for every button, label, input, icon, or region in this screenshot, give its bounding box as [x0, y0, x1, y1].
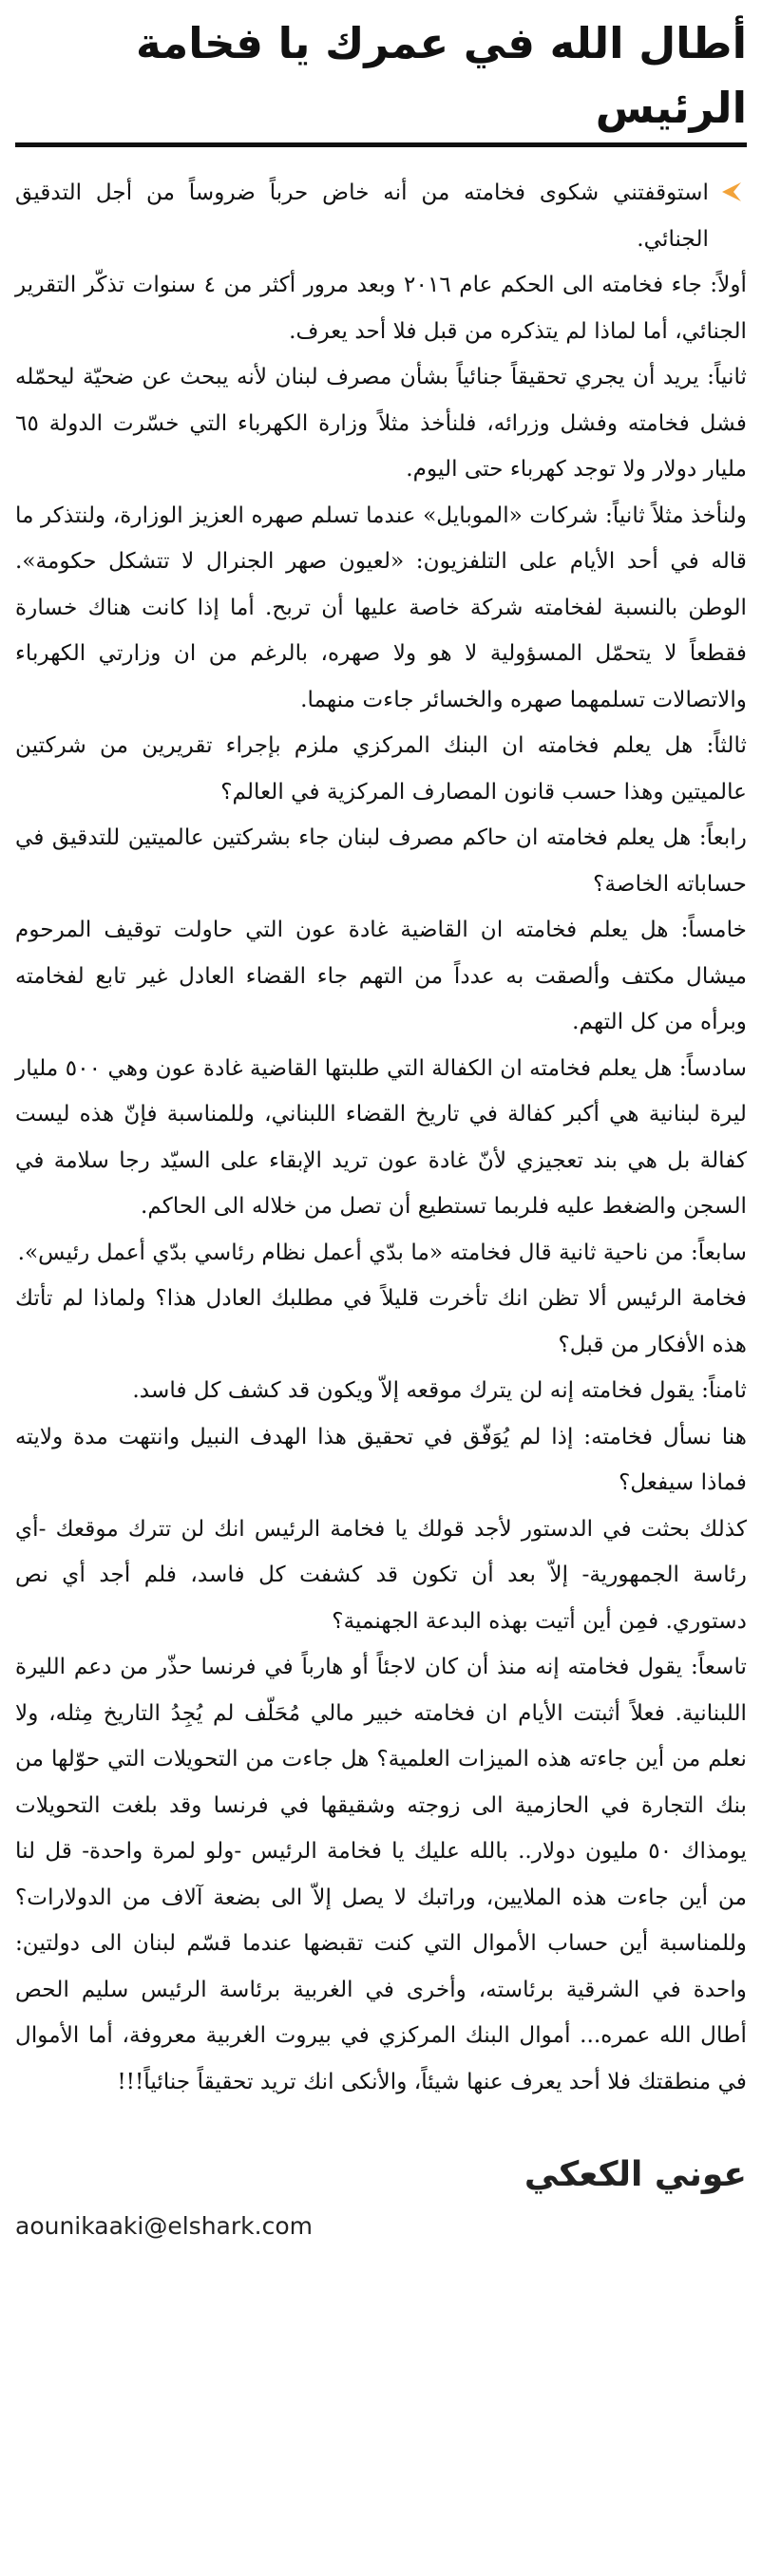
article-paragraph: تاسعاً: يقول فخامته إنه منذ أن كان لاجئاً أو هارباً في فرنسا حذّر من دعم الليرة اللبنانية. فعلاً أثبتت الأيام ان فخامته خبير مالي مُحَلّف لم يُجِدُ التاريخ مِثله، ولا نعلم من أين جاءته هذه الميزات العلمية؟ هل جاءت من التحويلات التي حوّلها من بنك التجارة في الحازمية الى زوجته وشقيقها في فرنسا وقد بلغت التحويلات يومذاك ٥٠ مليون دولار.. بالله عليك يا فخامة الرئيس -ولو لمرة واحدة- قل لنا من أين جاءت هذه الملايين، وراتبك لا يصل إلاّ الى بضعة آلاف من الدولارات؟ وللمناسبة أين حساب الأموال التي كنت تقبضها عندما قسّم لبنان الى دولتين: واحدة في الشرقية برئاسته، وأخرى في الغربية برئاسة الرئيس سليم الحص أطال الله عمره... أموال البنك المركزي في بيروت الغربية معروفة، أما الأموال في منطقتك فلا أحد يعرف عنها شيئاً، والأنكى انك تريد تحقيقاً جنائياً!!!	[15, 1654, 747, 2094]
article-body	[15, 170, 747, 2105]
headline-rule	[15, 142, 747, 147]
author-email[interactable]: aounikaaki@elshark.com	[15, 2212, 313, 2240]
article-paragraph: أولاً: جاء فخامته الى الحكم عام ٢٠١٦ وبعد مرور أكثر من ٤ سنوات تذكّر التقرير الجنائي، أما لماذا لم يتذكره من قبل فلا أحد يعرف.	[15, 272, 747, 344]
article-paragraph: هنا نسأل فخامته: إذا لم يُوَفّق في تحقيق هذا الهدف النبيل وانتهت مدة ولايته فماذا سيفعل؟	[15, 1423, 747, 1495]
article-paragraph: ثامناً: يقول فخامته إنه لن يترك موقعه إلاّ ويكون قد كشف كل فاسد.	[132, 1377, 747, 1403]
author-name: عوني الكعكي	[524, 2155, 747, 2194]
article-paragraph: خامساً: هل يعلم فخامته ان القاضية غادة عون التي حاولت توقيف المرحوم ميشال مكتف وألصقت به عدداً من التهم جاء القضاء العادل غير تابع لفخامته وبرأه من كل التهم.	[15, 917, 747, 1034]
article-paragraph: ولنأخذ مثلاً ثانياً: شركات «الموبايل» عندما تسلم صهره العزيز الوزارة، ولنتذكر ما قاله في أحد الأيام على التلفزيون: «لعيون صهر الجنرال لا تتشكل حكومة». الوطن بالنسبة لفخامته شركة خاصة عليها أن تربح. أما إذا كانت هناك خسارة فقطعاً لا يتحمّل المسؤولية لا هو ولا صهره، بالرغم من ان وزارتي الكهرباء والاتصالات تسلمهما صهره والخسائر جاءت منهما.	[15, 502, 747, 712]
article-paragraph: كذلك بحثت في الدستور لأجد قولك يا فخامة الرئيس انك لن تترك موقعك -أي رئاسة الجمهورية- إلاّ بعد أن تكون قد كشفت كل فاسد، فلم أجد أي نص دستوري. فمِن أين أتيت بهذه البدعة الجهنمية؟	[15, 1515, 747, 1634]
article-headline: أطال الله في عمرك يا فخامة الرئيس	[136, 18, 747, 133]
article-paragraph: سابعاً: من ناحية ثانية قال فخامته «ما بدّي أعمل نظام رئاسي بدّي أعمل رئيس».	[17, 1239, 747, 1265]
article-paragraph: فخامة الرئيس ألا تظن انك تأخرت قليلاً في مطلبك العادل هذا؟ ولماذا لم تأتك هذه الأفكار من قبل؟	[15, 1285, 747, 1357]
article-paragraph: ثانياً: يريد أن يجري تحقيقاً جنائياً بشأن مصرف لبنان لأنه يبحث عن ضحيّة ليحمّله فشل فخامته وفشل وزرائه، فلنأخذ مثلاً وزارة الكهرباء التي خسّرت الدولة ٦٥ مليار دولار ولا توجد كهرباء حتى اليوم.	[15, 364, 747, 482]
chevron-left-icon	[714, 178, 743, 206]
article-paragraph: ثالثاً: هل يعلم فخامته ان البنك المركزي ملزم بإجراء تقريرين من شركتين عالميتين وهذا حسب قانون المصارف المركزية في العالم؟	[15, 732, 747, 805]
author-signature	[15, 2152, 747, 2245]
article-paragraph: رابعاً: هل يعلم فخامته ان حاكم مصرف لبنان جاء بشركتين عالميتين للتدقيق في حساباته الخاصة؟	[15, 824, 747, 897]
paragraph-text: استوقفتني شكوى فخامته من أنه خاض حرباً ضروساً من أجل التدقيق الجنائي.	[15, 180, 709, 252]
article-paragraph	[15, 170, 747, 262]
article-paragraph: سادساً: هل يعلم فخامته ان الكفالة التي طلبتها القاضية غادة عون وهي ٥٠٠ مليار ليرة لبنانية هي أكبر كفالة في تاريخ القضاء اللبناني، وللمناسبة فإنّ هذه ليست كفالة بل هي بند تعجيزي لأنّ غادة عون تريد الإبقاء على السيّد رجا سلامة في السجن والضغط عليه فلربما تستطيع أن تصل من خلاله الى الحاكم.	[15, 1054, 747, 1219]
